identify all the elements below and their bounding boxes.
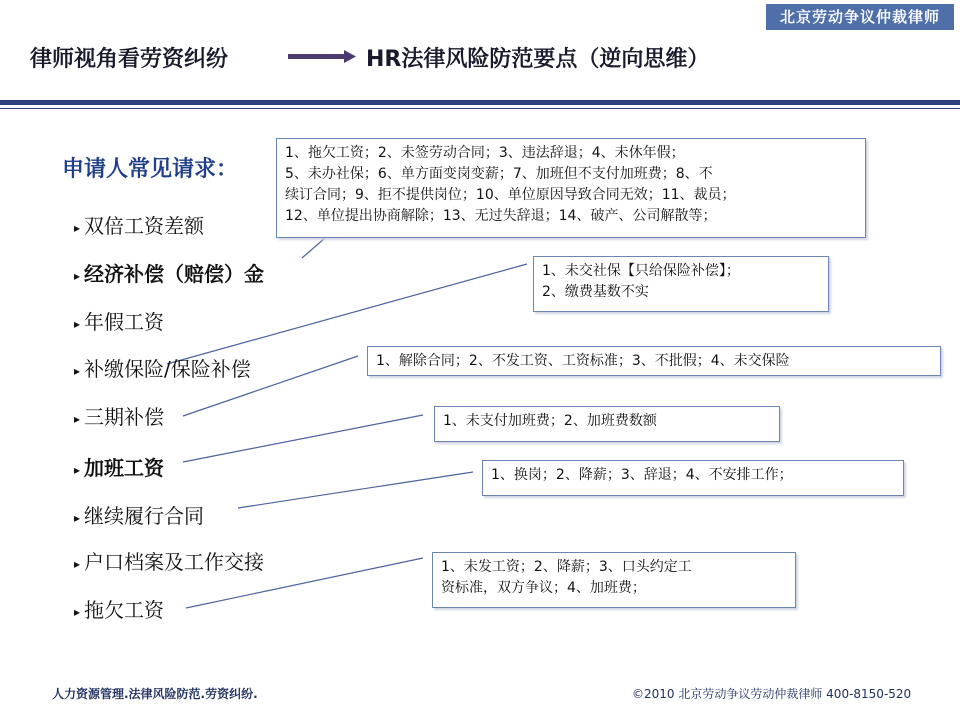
note-callout-unpaid-wages — [432, 552, 796, 608]
claims-heading: 申请人常见请求： — [62, 157, 239, 182]
note-callout-insurance — [533, 256, 829, 312]
claim-item: ▸ 三期补偿 — [74, 405, 165, 429]
claim-item: ▸ 经济补偿（赔偿）金 — [74, 262, 265, 286]
note-callout-three-periods — [367, 346, 941, 376]
note-line: 1、未支付加班费；2、加班费数额 — [443, 413, 657, 429]
claim-item: ▸ 户口档案及工作交接 — [74, 550, 265, 574]
claim-item: ▸ 补缴保险/保险补偿 — [74, 357, 251, 381]
note-line: 资标准，双方争议；4、加班费； — [441, 580, 646, 596]
connector-line-1 — [302, 238, 325, 258]
page-title-right: HR法律风险防范要点（逆向思维） — [366, 47, 710, 72]
claim-item: ▸ 双倍工资差额 — [74, 214, 205, 238]
connector-line-5 — [238, 472, 473, 508]
note-callout-claim-reasons — [276, 138, 866, 238]
note-callout-continue-contract — [482, 460, 904, 496]
page-title-left: 律师视角看劳资纠纷 — [30, 47, 229, 72]
claim-item: ▸ 加班工资 — [74, 456, 165, 480]
note-line: 续订合同；9、拒不提供岗位；10、单位原因导致合同无效；11、裁员； — [285, 187, 736, 203]
note-line: 1、未发工资；2、降薪；3、口头约定工 — [441, 559, 692, 575]
brand-banner: 北京劳动争议仲裁律师 — [766, 4, 954, 30]
claim-item: ▸ 年假工资 — [74, 310, 165, 334]
note-line: 1、拖欠工资；2、未签劳动合同；3、违法辞退；4、未休年假； — [285, 145, 685, 161]
connector-line-4 — [183, 415, 423, 462]
note-line: 1、未交社保【只给保险补偿】； — [542, 263, 740, 279]
claim-item: ▸ 继续履行合同 — [74, 504, 205, 528]
note-line: 5、未办社保；6、单方面变岗变薪；7、加班但不支付加班费；8、不 — [285, 166, 713, 182]
note-line: 12、单位提出协商解除；13、无过失辞退；14、破产、公司解散等； — [285, 208, 717, 224]
claim-item: ▸ 拖欠工资 — [74, 598, 165, 622]
note-callout-overtime — [434, 406, 780, 442]
footer-right: ©2010 北京劳动争议劳动仲裁律师 400-8150-520 — [632, 687, 912, 701]
note-line: 1、换岗；2、降薪；3、辞退；4、不安排工作； — [491, 467, 793, 483]
note-line: 1、解除合同；2、不发工资、工资标准；3、不批假；4、未交保险 — [376, 353, 790, 369]
note-line: 2、缴费基数不实 — [542, 284, 649, 300]
footer-left: 人力资源管理.法律风险防范.劳资纠纷. — [52, 687, 258, 701]
